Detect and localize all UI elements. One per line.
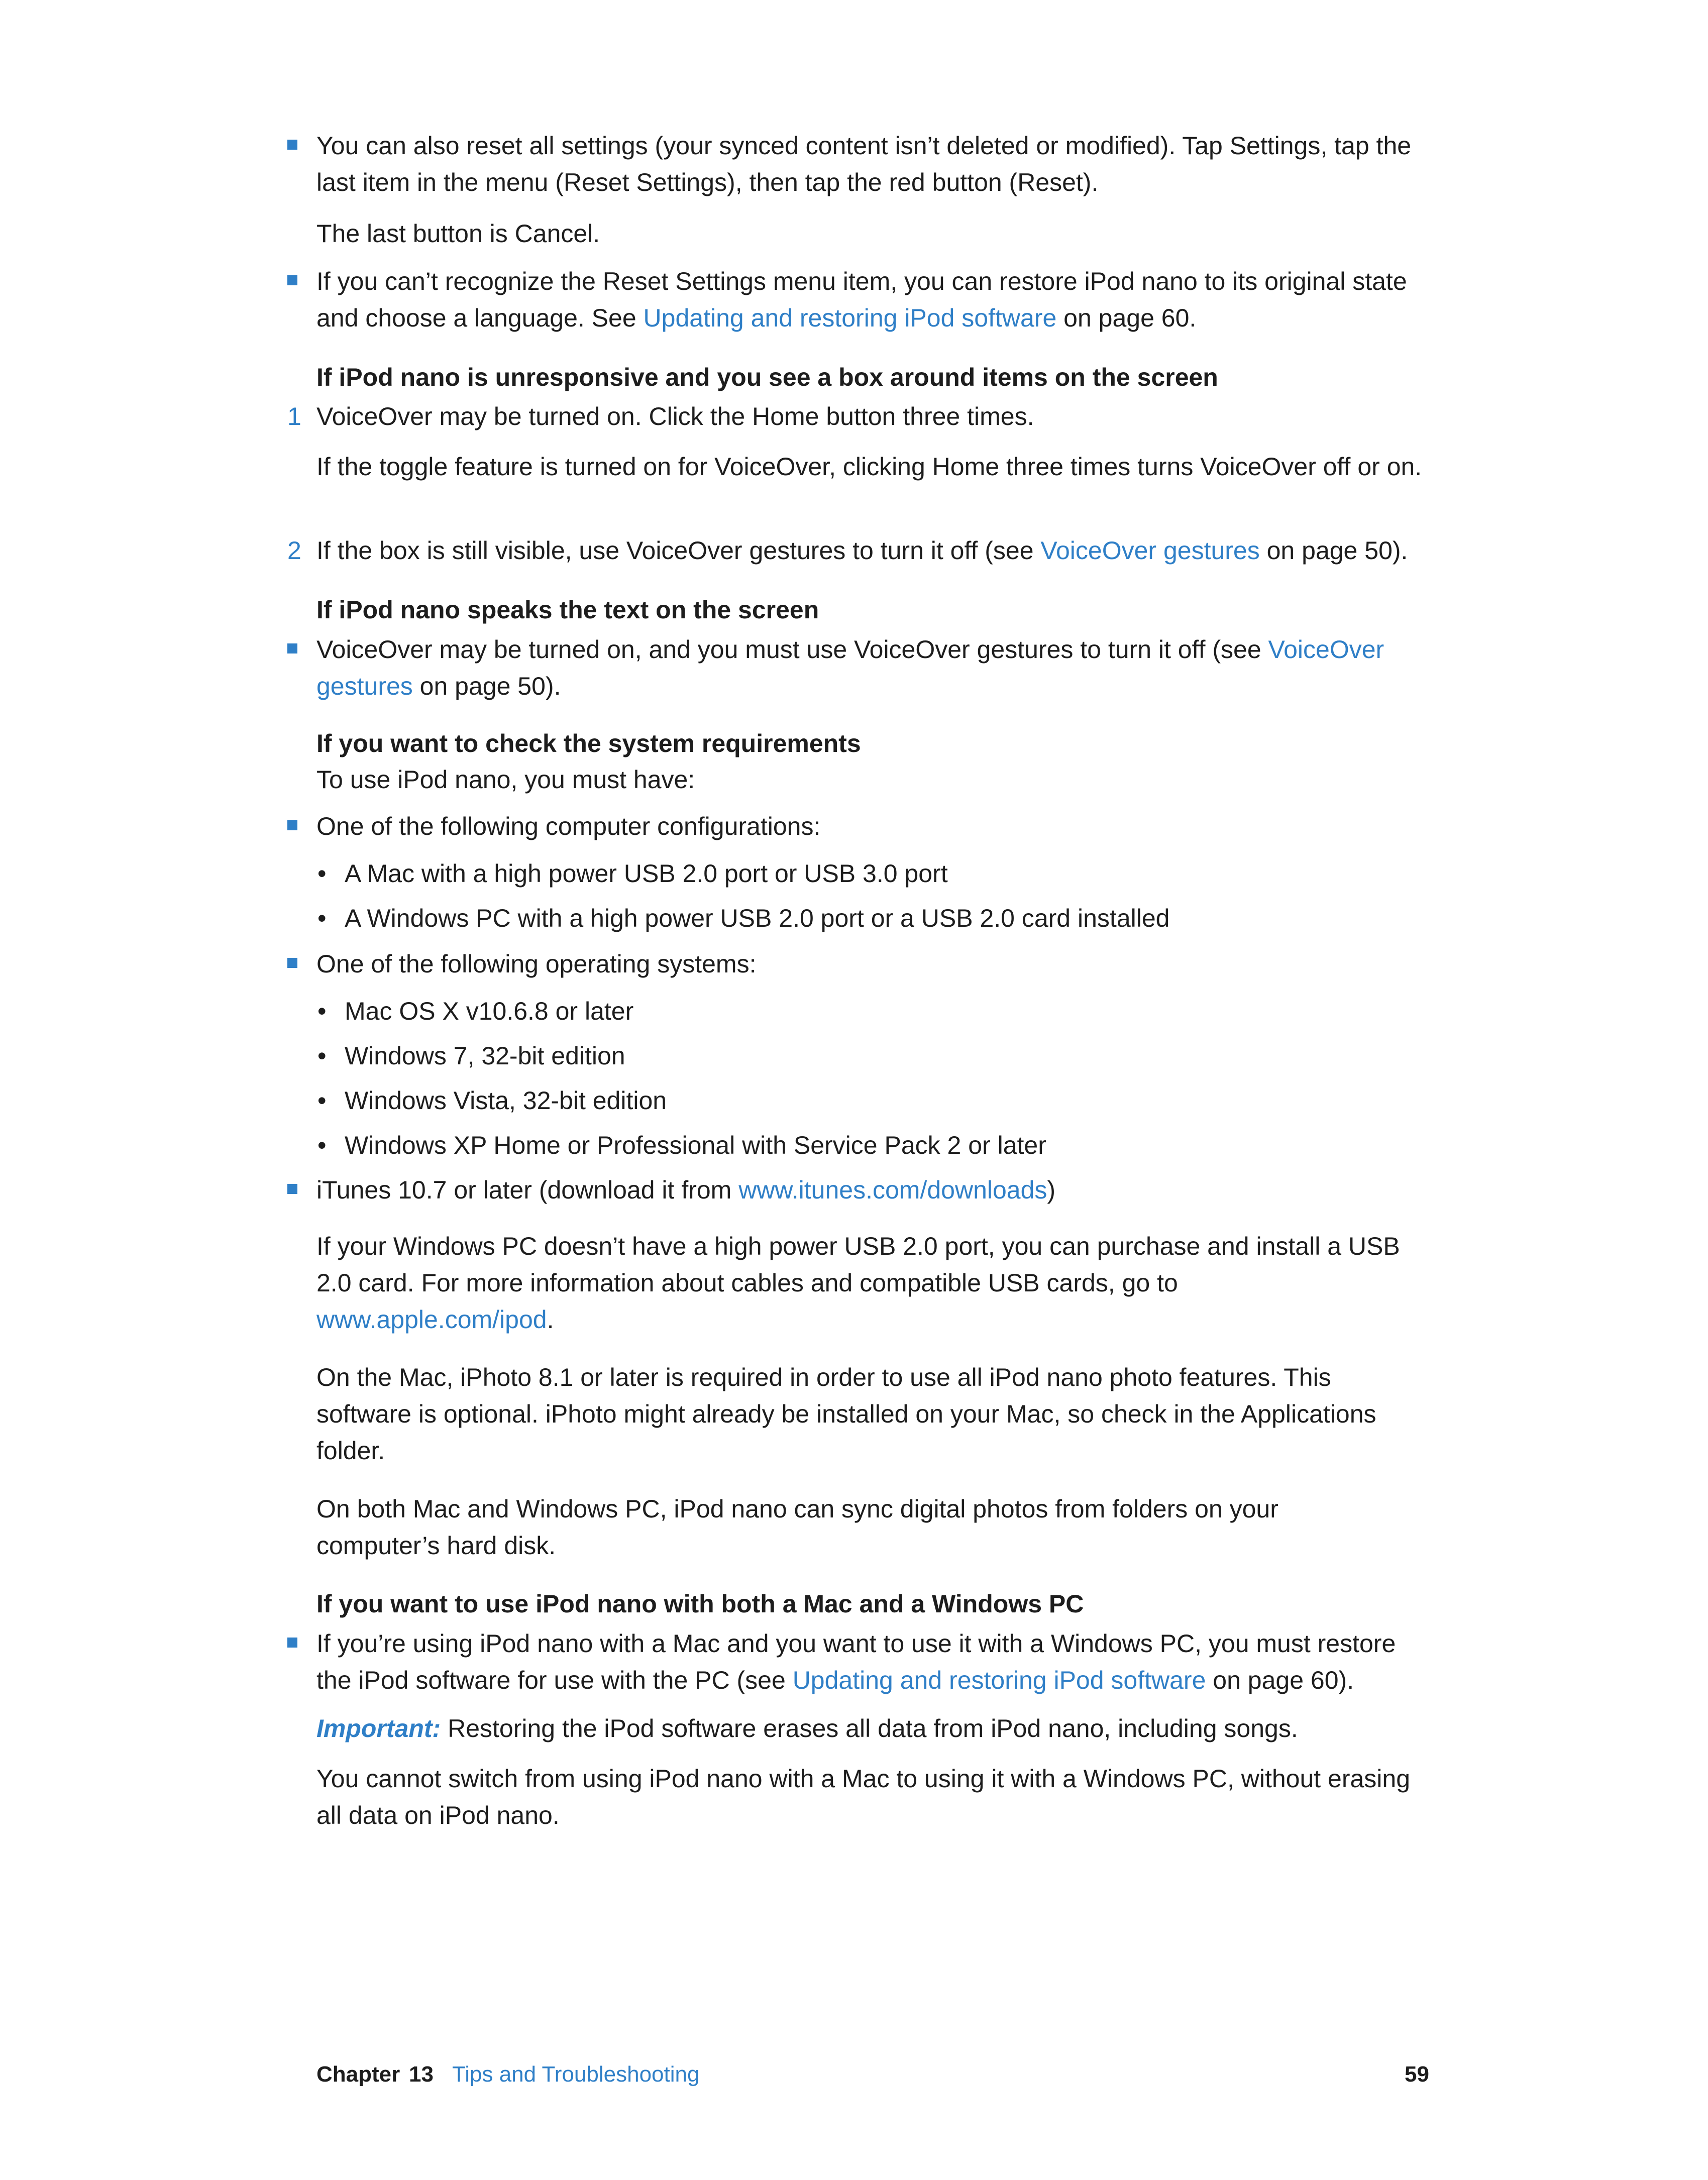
speaks-bullet-pre: VoiceOver may be turned on, and you must use VoiceOver gestures to turn it off (see	[316, 635, 1268, 664]
heading-mac-and-windows: If you want to use iPod nano with both a Mac and a Windows PC	[316, 1590, 1084, 1618]
link-voiceover-gestures[interactable]: VoiceOver gestures	[1040, 536, 1260, 565]
itunes-requirement	[316, 1172, 1437, 1209]
itunes-pre: iTunes 10.7 or later (download it from	[316, 1176, 739, 1204]
link-updating-restoring[interactable]: Updating and restoring iPod software	[643, 304, 1057, 332]
switch-note: You cannot switch from using iPod nano with a Mac to using it with a Windows PC, without erasing all data on iPod nano.	[316, 1765, 1411, 1829]
bullet-square	[287, 1184, 297, 1194]
os-item: Windows Vista, 32-bit edition	[345, 1086, 667, 1115]
sub-bullet-dot: •	[317, 859, 327, 888]
heading-speaks-text: If iPod nano speaks the text on the screen	[316, 596, 819, 624]
restore-bullet-post: on page 60.	[1056, 304, 1197, 332]
footer-chapter-number: 13	[409, 2062, 434, 2087]
step-1-text: VoiceOver may be turned on. Click the Home button three times.	[316, 402, 1034, 430]
computer-config-item: A Mac with a high power USB 2.0 port or USB 3.0 port	[345, 859, 948, 888]
heading-unresponsive-box: If iPod nano is unresponsive and you see a box around items on the screen	[316, 363, 1218, 391]
usb-card-pre: If your Windows PC doesn’t have a high power USB 2.0 port, you can purchase and install a USB 2.0 card. For more information about cables and compatible USB cards, go to	[316, 1232, 1400, 1297]
both-bullet-pre: If you’re using iPod nano with a Mac and you want to use it with a Windows PC, you must restore the iPod software for use with the PC (see	[316, 1629, 1396, 1694]
bullet-square	[287, 820, 297, 830]
itunes-post: )	[1047, 1176, 1056, 1204]
sync-photos-paragraph: On both Mac and Windows PC, iPod nano can sync digital photos from folders on your computer’s hard disk.	[316, 1495, 1278, 1560]
link-voiceover-gestures[interactable]: VoiceOver gestures	[316, 635, 1384, 700]
sub-bullet-dot: •	[317, 1131, 327, 1159]
step-number-2: 2	[287, 536, 301, 565]
link-apple-ipod[interactable]: www.apple.com/ipod	[316, 1305, 547, 1334]
sub-bullet-dot: •	[317, 1086, 327, 1115]
operating-systems-label: One of the following operating systems:	[316, 950, 757, 978]
footer-page-number: 59	[1405, 2062, 1429, 2087]
bullet-square	[287, 958, 297, 968]
restore-bullet-pre: If you can’t recognize the Reset Settings menu item, you can restore iPod nano to its original state and choose a language. See	[316, 267, 1407, 332]
important-note	[316, 1710, 1437, 1747]
step-2-post: on page 50).	[1259, 536, 1408, 565]
footer-chapter-label: Chapter	[316, 2062, 400, 2087]
os-item: Windows XP Home or Professional with Service Pack 2 or later	[345, 1131, 1046, 1159]
toggle-note: If the toggle feature is turned on for VoiceOver, clicking Home three times turns VoiceOver off or on.	[316, 453, 1422, 481]
computer-configurations-label: One of the following computer configurations:	[316, 812, 821, 840]
reset-bullet-text: You can also reset all settings (your synced content isn’t deleted or modified). Tap Settings, tap the last item in the menu (Reset Settings), then tap the red button (Reset).	[316, 132, 1412, 196]
bullet-square	[287, 140, 297, 150]
both-bullet-post: on page 60).	[1206, 1666, 1354, 1694]
bullet-square	[287, 643, 297, 653]
speaks-bullet-text	[316, 631, 1437, 705]
link-itunes-downloads[interactable]: www.itunes.com/downloads	[738, 1176, 1047, 1204]
step-2-pre: If the box is still visible, use VoiceOver gestures to turn it off (see	[316, 536, 1041, 565]
usb-card-paragraph	[316, 1228, 1412, 1338]
bullet-square	[287, 275, 297, 285]
important-label: Important:	[316, 1714, 441, 1742]
os-item: Windows 7, 32-bit edition	[345, 1042, 625, 1070]
important-text: Restoring the iPod software erases all data from iPod nano, including songs.	[448, 1714, 1298, 1742]
both-bullet-text	[316, 1625, 1437, 1699]
link-updating-restoring[interactable]: Updating and restoring iPod software	[792, 1666, 1206, 1694]
os-item: Mac OS X v10.6.8 or later	[345, 997, 634, 1025]
heading-system-requirements: If you want to check the system requirements	[316, 729, 861, 757]
sub-bullet-dot: •	[317, 904, 327, 932]
sub-bullet-dot: •	[317, 1042, 327, 1070]
computer-config-item: A Windows PC with a high power USB 2.0 port or a USB 2.0 card installed	[345, 904, 1170, 932]
step-2-text	[316, 532, 1437, 569]
sub-bullet-dot: •	[317, 997, 327, 1025]
restore-bullet-text	[316, 263, 1437, 337]
step-number-1: 1	[287, 402, 301, 430]
cancel-note: The last button is Cancel.	[316, 220, 600, 248]
footer-chapter-title[interactable]: Tips and Troubleshooting	[452, 2062, 700, 2087]
iphoto-paragraph: On the Mac, iPhoto 8.1 or later is required in order to use all iPod nano photo features. This software is optional. iPhoto might already be installed on your Mac, so check in the Applications folder.	[316, 1363, 1376, 1465]
speaks-bullet-post: on page 50).	[412, 672, 561, 700]
requirements-intro: To use iPod nano, you must have:	[316, 766, 695, 794]
usb-card-post: .	[547, 1305, 554, 1334]
bullet-square	[287, 1638, 297, 1648]
